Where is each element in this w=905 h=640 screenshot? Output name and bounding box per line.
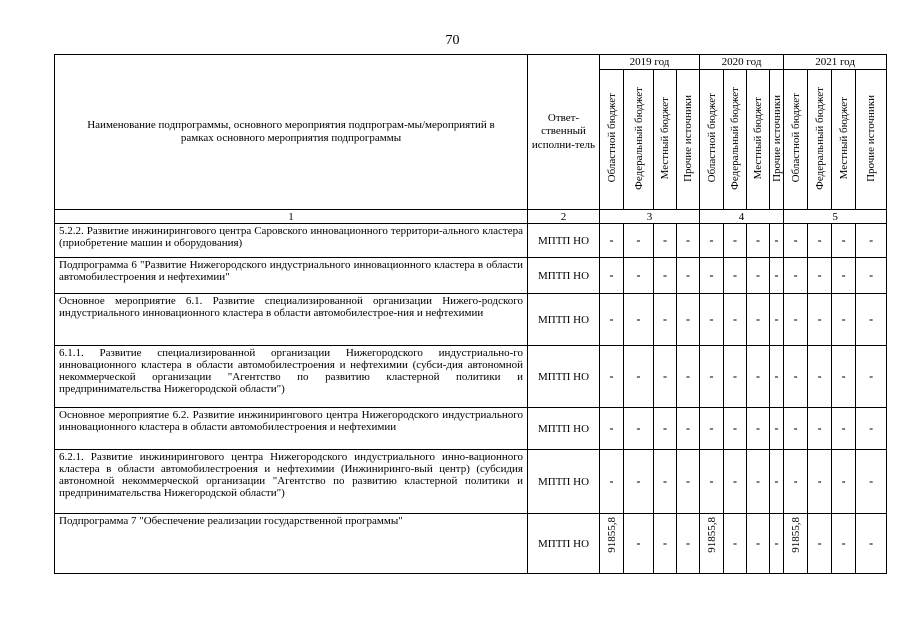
empty-value-cell: -: [724, 514, 747, 574]
empty-value-cell: -: [724, 294, 747, 346]
empty-value-cell: -: [624, 346, 654, 408]
header-year-2020: 2020 год: [700, 55, 784, 70]
header-source-label: Областной бюджет: [789, 93, 802, 183]
empty-value-cell: -: [724, 224, 747, 258]
page-number: 70: [445, 33, 460, 48]
empty-value-cell: -: [808, 294, 832, 346]
empty-value-cell: -: [600, 258, 624, 294]
table-row: [55, 258, 887, 294]
empty-value-cell: -: [724, 450, 747, 514]
empty-value-cell: -: [770, 450, 784, 514]
empty-value-cell: -: [784, 224, 808, 258]
empty-value-cell: -: [624, 294, 654, 346]
empty-value-cell: -: [654, 514, 677, 574]
empty-value-cell: -: [747, 258, 770, 294]
column-number: 5: [784, 210, 887, 224]
empty-value-cell: -: [724, 258, 747, 294]
empty-value-cell: -: [784, 258, 808, 294]
header-source-label: Прочие источники: [770, 94, 783, 182]
empty-value-cell: -: [856, 224, 887, 258]
row-name: Основное мероприятие 6.1. Развитие специализированной организации Нижего-родского индустриального инновационного кластера в области автомобилестрое-ния и нефтехимии: [55, 294, 528, 346]
value-cell: [600, 514, 624, 574]
empty-value-cell: -: [832, 514, 856, 574]
empty-value-cell: -: [808, 346, 832, 408]
row-name: 6.2.1. Развитие инжинирингового центра Нижегородского индустриального инно-вационного кластера в области автомобилестроения и нефтехимии (Инжиниринго-вый центр) (субсидия автономной некоммерческой организации "Агентство по развитию кластерной политики и предпринимательства Нижегородской области"): [55, 450, 528, 514]
empty-value-cell: -: [808, 514, 832, 574]
empty-value-cell: -: [600, 408, 624, 450]
empty-value-cell: -: [677, 346, 700, 408]
empty-value-cell: -: [747, 514, 770, 574]
empty-value-cell: -: [856, 450, 887, 514]
empty-value-cell: -: [600, 294, 624, 346]
header-source-label: Федеральный бюджет: [632, 86, 645, 190]
empty-value-cell: -: [654, 408, 677, 450]
header-source-label: Областной бюджет: [705, 93, 718, 183]
table-row: [55, 408, 887, 450]
empty-value-cell: -: [856, 346, 887, 408]
empty-value-cell: -: [856, 294, 887, 346]
table-row: [55, 346, 887, 408]
empty-value-cell: -: [747, 450, 770, 514]
empty-value-cell: -: [677, 294, 700, 346]
header-source-label: Федеральный бюджет: [729, 86, 742, 190]
row-name: 5.2.2. Развитие инжинирингового центра Саровского инновационного территори-ального кластера (приобретение машин и оборудования): [55, 224, 528, 258]
empty-value-cell: -: [700, 258, 724, 294]
empty-value-cell: -: [808, 258, 832, 294]
empty-value-cell: -: [770, 514, 784, 574]
empty-value-cell: -: [654, 450, 677, 514]
header-year-2019: 2019 год: [600, 55, 700, 70]
empty-value-cell: -: [654, 224, 677, 258]
header-source-label: Прочие источники: [682, 94, 695, 182]
row-name: Подпрограмма 7 "Обеспечение реализации государственной программы": [55, 514, 528, 574]
empty-value-cell: -: [600, 224, 624, 258]
empty-value-cell: -: [677, 514, 700, 574]
empty-value-cell: -: [832, 258, 856, 294]
row-executor: МПТП НО: [528, 408, 600, 450]
empty-value-cell: -: [832, 224, 856, 258]
header-source-label: Местный бюджет: [659, 96, 671, 180]
empty-value-cell: -: [700, 408, 724, 450]
row-executor: МПТП НО: [528, 514, 600, 574]
row-name: 6.1.1. Развитие специализированной организации Нижегородского индустриально-го инновационного кластера в области автомобилестроения и нефтехимии (субси-дия автономной некоммерческой организации "Агентство по развитию кластерной политики и предпринимательства Нижегородской области"): [55, 346, 528, 408]
row-executor: МПТП НО: [528, 224, 600, 258]
empty-value-cell: -: [700, 450, 724, 514]
column-number: 3: [600, 210, 700, 224]
value-text: 91855,8: [605, 517, 618, 553]
empty-value-cell: -: [624, 514, 654, 574]
empty-value-cell: -: [624, 224, 654, 258]
empty-value-cell: -: [600, 450, 624, 514]
empty-value-cell: -: [677, 224, 700, 258]
row-name: Основное мероприятие 6.2. Развитие инжинирингового центра Нижегородского индустриального инновационного кластера в области автомобилестроения и нефтехимии: [55, 408, 528, 450]
empty-value-cell: -: [624, 258, 654, 294]
empty-value-cell: -: [677, 258, 700, 294]
column-numbers-row: [55, 210, 887, 224]
empty-value-cell: -: [770, 408, 784, 450]
empty-value-cell: -: [784, 408, 808, 450]
header-source-column: [600, 70, 624, 210]
empty-value-cell: -: [856, 258, 887, 294]
empty-value-cell: -: [747, 294, 770, 346]
header-source-column: [808, 70, 832, 210]
empty-value-cell: -: [747, 346, 770, 408]
value-text: 91855,8: [789, 517, 802, 553]
empty-value-cell: -: [784, 294, 808, 346]
empty-value-cell: -: [784, 450, 808, 514]
value-cell: [700, 514, 724, 574]
header-source-column: [700, 70, 724, 210]
empty-value-cell: -: [624, 408, 654, 450]
header-source-column: [724, 70, 747, 210]
empty-value-cell: -: [677, 450, 700, 514]
budget-table: [54, 54, 887, 574]
header-source-column: [832, 70, 856, 210]
empty-value-cell: -: [832, 450, 856, 514]
header-source-label: Областной бюджет: [605, 93, 618, 183]
header-source-column: [770, 70, 784, 210]
row-executor: МПТП НО: [528, 294, 600, 346]
empty-value-cell: -: [770, 224, 784, 258]
empty-value-cell: -: [832, 294, 856, 346]
empty-value-cell: -: [654, 294, 677, 346]
table-row: [55, 294, 887, 346]
empty-value-cell: -: [832, 346, 856, 408]
header-source-label: Местный бюджет: [837, 96, 850, 180]
row-name: Подпрограмма 6 "Развитие Нижегородского индустриального инновационного кластера в области автомобилестроения и нефтехимии": [55, 258, 528, 294]
header-source-label: Местный бюджет: [752, 96, 765, 180]
empty-value-cell: -: [832, 408, 856, 450]
empty-value-cell: -: [808, 408, 832, 450]
empty-value-cell: -: [724, 346, 747, 408]
header-executor-column: Ответ-ственный исполни-тель: [528, 55, 600, 210]
empty-value-cell: -: [770, 346, 784, 408]
value-text: 91855,8: [705, 517, 718, 553]
row-executor: МПТП НО: [528, 346, 600, 408]
empty-value-cell: -: [856, 408, 887, 450]
column-number: 4: [700, 210, 784, 224]
header-source-column: [654, 70, 677, 210]
column-number: 2: [528, 210, 600, 224]
row-executor: МПТП НО: [528, 450, 600, 514]
empty-value-cell: -: [770, 294, 784, 346]
header-source-column: [856, 70, 887, 210]
empty-value-cell: -: [724, 408, 747, 450]
empty-value-cell: -: [808, 224, 832, 258]
empty-value-cell: -: [747, 408, 770, 450]
header-source-column: [624, 70, 654, 210]
empty-value-cell: -: [654, 258, 677, 294]
header-source-label: Прочие источники: [865, 94, 878, 182]
table-row: [55, 514, 887, 574]
header-name-column: Наименование подпрограммы, основного мероприятия подпрограм-мы/мероприятий в рамках основного мероприятия подпрограммы: [55, 55, 528, 210]
empty-value-cell: -: [700, 346, 724, 408]
empty-value-cell: -: [856, 514, 887, 574]
empty-value-cell: -: [700, 294, 724, 346]
empty-value-cell: -: [677, 408, 700, 450]
header-source-column: [747, 70, 770, 210]
empty-value-cell: -: [624, 450, 654, 514]
header-source-label: Федеральный бюджет: [813, 86, 826, 190]
empty-value-cell: -: [600, 346, 624, 408]
value-cell: [784, 514, 808, 574]
header-source-column: [677, 70, 700, 210]
header-source-column: [784, 70, 808, 210]
empty-value-cell: -: [784, 346, 808, 408]
column-number: 1: [55, 210, 528, 224]
empty-value-cell: -: [700, 224, 724, 258]
empty-value-cell: -: [808, 450, 832, 514]
table-row: [55, 224, 887, 258]
row-executor: МПТП НО: [528, 258, 600, 294]
empty-value-cell: -: [770, 258, 784, 294]
header-year-2021: 2021 год: [784, 55, 887, 70]
empty-value-cell: -: [654, 346, 677, 408]
table-row: [55, 450, 887, 514]
empty-value-cell: -: [747, 224, 770, 258]
